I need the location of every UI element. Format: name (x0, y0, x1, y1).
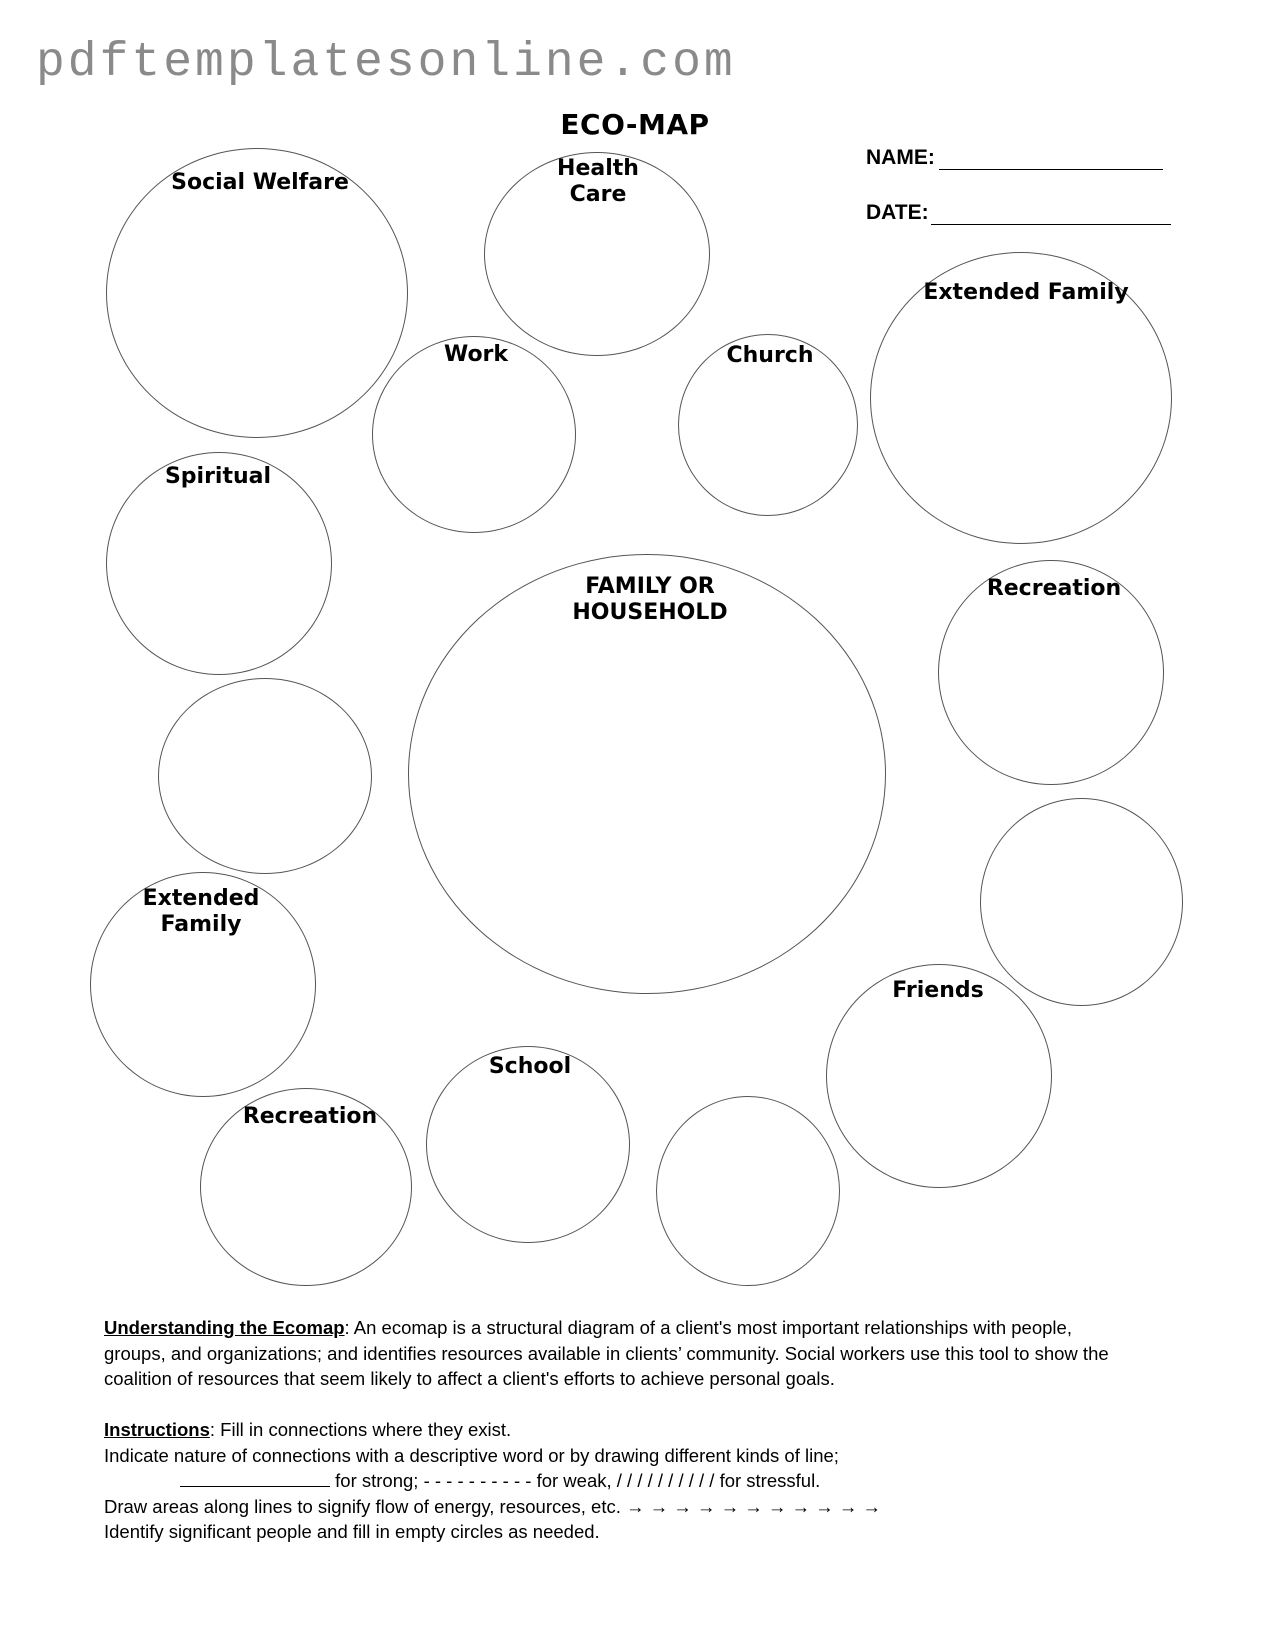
extended-family-left-label (143, 886, 260, 938)
instructions-line-3-text: for strong; - - - - - - - - - - for weak, / / / / / / / / / / for stressful. (330, 1470, 821, 1491)
family-household-label (572, 574, 727, 626)
work-label: Work (443, 342, 509, 367)
recreation-right-label: Recreation (986, 576, 1122, 601)
instructions-heading: Instructions (104, 1419, 210, 1440)
date-field[interactable] (866, 201, 1171, 225)
name-label: NAME: (866, 146, 935, 169)
social-welfare-label: Social Welfare (171, 170, 349, 195)
spiritual-label: Spiritual (164, 464, 272, 489)
instructions-line-1 (104, 1417, 881, 1443)
instructions-line-3 (104, 1468, 881, 1494)
instructions-line-4: Draw areas along lines to signify flow of energy, resources, etc. → → → → → → → → → → → (104, 1495, 881, 1517)
name-blank-line[interactable] (939, 149, 1163, 170)
understanding-line-1-text: : An ecomap is a structural diagram of a client's most important relationships with people, (344, 1317, 1072, 1338)
school-label: School (488, 1054, 572, 1079)
instructions-paragraph (104, 1417, 881, 1545)
extended-family-left-label-line-1: Extended (142, 886, 260, 911)
instructions-line-1-text: : Fill in connections where they exist. (209, 1419, 512, 1440)
family-household-label-line-2: HOUSEHOLD (572, 600, 728, 625)
friends-label: Friends (892, 978, 984, 1003)
instructions-line-5: Identify significant people and fill in empty circles as needed. (104, 1521, 600, 1542)
family-household-label-line-1: FAMILY OR (585, 574, 715, 599)
extended-family-left-label-line-2: Family (160, 912, 242, 937)
church-label: Church (726, 343, 814, 368)
health-care-label (557, 156, 639, 208)
recreation-bottom-label: Recreation (242, 1104, 378, 1129)
empty-circle-bottom[interactable] (656, 1096, 840, 1286)
name-field[interactable] (866, 146, 1163, 170)
understanding-line-3: coalition of resources that seem likely to affect a client's efforts to achieve personal goals. (104, 1368, 835, 1389)
empty-circle-right[interactable] (980, 798, 1183, 1006)
health-care-label-line-2: Care (569, 182, 627, 207)
extended-family-top-label: Extended Family (923, 280, 1129, 305)
page-title: ECO-MAP (560, 108, 710, 141)
understanding-line-2: groups, and organizations; and identifies resources available in clients’ community. Social workers use this tool to show the (104, 1342, 1109, 1364)
health-care-label-line-1: Health (557, 156, 639, 181)
date-blank-line[interactable] (931, 204, 1171, 225)
empty-circle-left[interactable] (158, 678, 372, 874)
strong-line-example (180, 1468, 330, 1487)
understanding-line-1 (104, 1315, 1109, 1341)
instructions-line-2: Indicate nature of connections with a descriptive word or by drawing different kinds of line; (104, 1444, 839, 1466)
date-label: DATE: (866, 201, 929, 224)
watermark: pdftemplatesonline.com (36, 36, 736, 90)
understanding-heading: Understanding the Ecomap (104, 1317, 345, 1338)
understanding-paragraph (104, 1315, 1109, 1392)
